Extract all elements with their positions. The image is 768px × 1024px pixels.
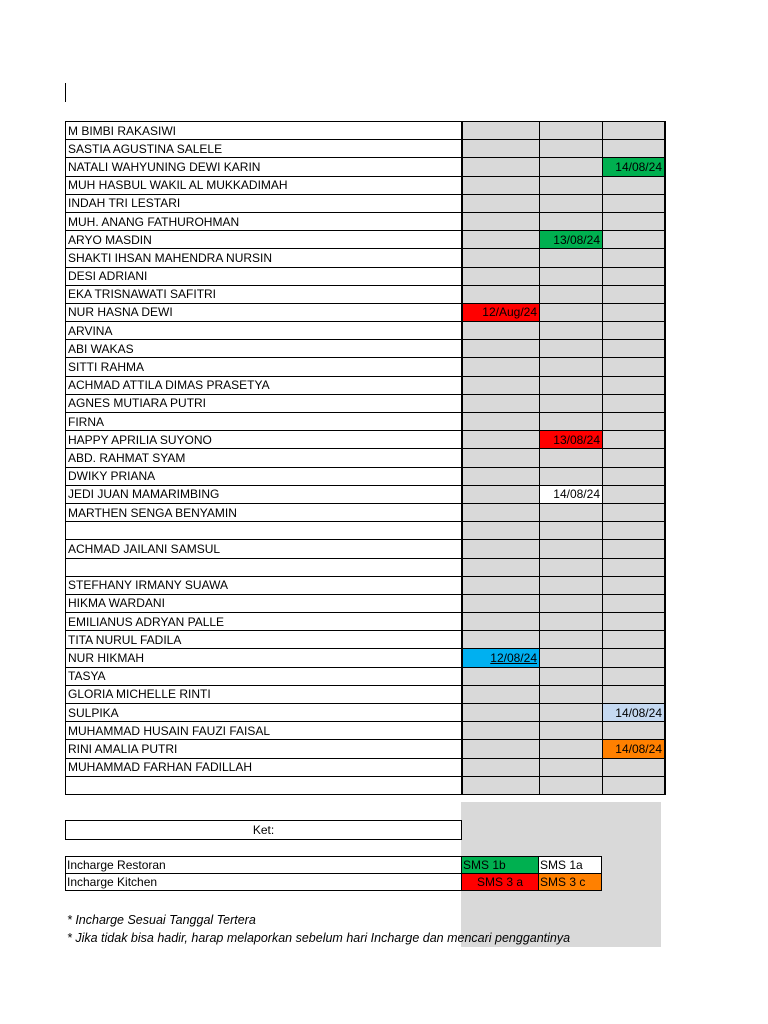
member-name: JEDI JUAN MAMARIMBING [66,485,463,503]
incharge-date-cell [540,776,603,794]
incharge-date-cell [462,340,540,358]
incharge-date-cell [540,394,603,412]
incharge-date-cell [462,776,540,794]
member-name: SITTI RAHMA [66,358,463,376]
incharge-date-cell: 12/08/24 [462,649,540,667]
incharge-date-cell [462,522,540,540]
incharge-date-cell [540,503,603,521]
incharge-date-cell [462,376,540,394]
incharge-date-cell: 13/08/24 [540,431,603,449]
incharge-date-cell [540,449,603,467]
roster-row [66,576,666,594]
incharge-date-cell [540,540,603,558]
incharge-date-cell [462,212,540,230]
roster-row [66,558,666,576]
incharge-date-cell [462,613,540,631]
incharge-date-cell [462,449,540,467]
incharge-date-cell [540,340,603,358]
incharge-date-cell [540,467,603,485]
legend-shift-white: SMS 1a [539,857,602,874]
roster-row [66,285,666,303]
incharge-date-cell [603,722,666,740]
legend-table [65,856,602,891]
incharge-date-cell [540,358,603,376]
roster-row [66,667,666,685]
roster-row [66,649,666,667]
incharge-date-cell [462,594,540,612]
member-name: EMILIANUS ADRYAN PALLE [66,613,463,631]
roster-row [66,776,666,794]
roster-row [66,176,666,194]
incharge-date-cell [462,285,540,303]
roster-row [66,303,666,321]
incharge-date-cell: 14/08/24 [540,485,603,503]
incharge-date-cell [540,212,603,230]
incharge-date-cell [540,267,603,285]
member-name: HAPPY APRILIA SUYONO [66,431,463,449]
incharge-date-cell [462,467,540,485]
member-name: ABI WAKAS [66,340,463,358]
member-name: NUR HIKMAH [66,649,463,667]
incharge-date-cell [603,140,666,158]
incharge-date-cell [603,522,666,540]
member-name: M BIMBI RAKASIWI [66,122,463,140]
incharge-date-cell [462,140,540,158]
member-name: SASTIA AGUSTINA SALELE [66,140,463,158]
incharge-date-cell [603,176,666,194]
roster-row [66,594,666,612]
incharge-date-cell [603,303,666,321]
member-name: DESI ADRIANI [66,267,463,285]
incharge-date-cell [540,758,603,776]
incharge-date-cell: 12/Aug/24 [462,303,540,321]
incharge-date-cell [462,667,540,685]
roster-row [66,540,666,558]
incharge-date-cell [603,558,666,576]
incharge-date-cell [540,649,603,667]
incharge-date-cell [603,394,666,412]
incharge-date-cell [540,631,603,649]
incharge-date-cell [462,685,540,703]
member-name: SULPIKA [66,704,463,722]
incharge-date-cell [462,176,540,194]
roster-row [66,740,666,758]
incharge-date-cell [540,285,603,303]
roster-row [66,231,666,249]
member-name: MUHAMMAD HUSAIN FAUZI FAISAL [66,722,463,740]
incharge-date-cell [603,285,666,303]
incharge-date-cell [540,613,603,631]
member-name: FIRNA [66,413,463,431]
roster-row [66,485,666,503]
roster-row [66,194,666,212]
incharge-date-cell [462,122,540,140]
incharge-date-cell: 14/08/24 [603,158,666,176]
roster-row [66,722,666,740]
incharge-date-cell [603,685,666,703]
incharge-date-cell [603,267,666,285]
member-name: STEFHANY IRMANY SUAWA [66,576,463,594]
roster-row [66,467,666,485]
incharge-date-cell [540,140,603,158]
roster-row [66,249,666,267]
incharge-date-cell [540,303,603,321]
incharge-date-cell [462,558,540,576]
incharge-date-cell [462,485,540,503]
legend-shift-orange: SMS 3 c [539,874,602,891]
incharge-date-cell [540,667,603,685]
member-name: ARYO MASDIN [66,231,463,249]
incharge-date-cell [462,249,540,267]
member-name: AGNES MUTIARA PUTRI [66,394,463,412]
roster-row [66,340,666,358]
incharge-date-cell [603,358,666,376]
incharge-date-cell [462,540,540,558]
incharge-date-cell [540,376,603,394]
roster-row [66,158,666,176]
member-name: ACHMAD JAILANI SAMSUL [66,540,463,558]
incharge-date-cell [540,558,603,576]
incharge-date-cell [603,122,666,140]
incharge-date-cell [603,413,666,431]
member-name: NATALI WAHYUNING DEWI KARIN [66,158,463,176]
incharge-date-cell [603,231,666,249]
legend-row-kitchen [66,874,602,891]
incharge-date-cell [462,576,540,594]
incharge-date-cell [540,249,603,267]
incharge-date-cell [462,704,540,722]
incharge-date-cell [603,194,666,212]
member-name: MARTHEN SENGA BENYAMIN [66,503,463,521]
incharge-date-cell [462,158,540,176]
roster-row [66,685,666,703]
incharge-date-cell [540,176,603,194]
incharge-date-cell [540,194,603,212]
incharge-date-cell [540,322,603,340]
incharge-date-cell [603,649,666,667]
roster-row [66,322,666,340]
incharge-date-cell [462,231,540,249]
member-name: NUR HASNA DEWI [66,303,463,321]
incharge-date-cell [603,431,666,449]
member-name: ACHMAD ATTILA DIMAS PRASETYA [66,376,463,394]
notes [67,911,570,947]
member-name: HIKMA WARDANI [66,594,463,612]
member-name: ARVINA [66,322,463,340]
incharge-date-cell [603,667,666,685]
incharge-date-cell [540,158,603,176]
roster-row [66,140,666,158]
incharge-date-cell [603,613,666,631]
incharge-date-cell [540,594,603,612]
note-line: * Jika tidak bisa hadir, harap melaporkan sebelum hari Incharge dan mencari penggantinya [67,931,571,945]
member-name [66,522,463,540]
incharge-date-cell: 14/08/24 [603,740,666,758]
member-name: MUHAMMAD FARHAN FADILLAH [66,758,463,776]
incharge-date-cell [540,576,603,594]
roster-row [66,522,666,540]
incharge-date-cell [603,594,666,612]
member-name: MUH. ANANG FATHUROHMAN [66,212,463,230]
incharge-date-cell [540,704,603,722]
roster-row [66,613,666,631]
incharge-date-cell: 13/08/24 [540,231,603,249]
incharge-date-cell [462,631,540,649]
member-name: GLORIA MICHELLE RINTI [66,685,463,703]
incharge-date-cell [540,122,603,140]
incharge-date-cell [462,503,540,521]
member-name: EKA TRISNAWATI SAFITRI [66,285,463,303]
member-name: RINI AMALIA PUTRI [66,740,463,758]
ket-label: Ket: [65,820,462,840]
incharge-date-cell [603,212,666,230]
incharge-date-cell [603,576,666,594]
roster-row [66,376,666,394]
incharge-date-cell [540,413,603,431]
roster-row [66,358,666,376]
member-name [66,776,463,794]
incharge-date-cell [540,685,603,703]
incharge-date-cell [540,522,603,540]
incharge-date-cell [462,431,540,449]
roster-row [66,758,666,776]
text-cursor [65,83,66,102]
incharge-roster-table [65,121,666,795]
roster-row [66,631,666,649]
incharge-date-cell [603,340,666,358]
roster-row [66,394,666,412]
legend-label: Incharge Kitchen [66,874,462,891]
roster-row [66,267,666,285]
legend-label: Incharge Restoran [66,857,462,874]
incharge-date-cell [603,376,666,394]
member-name: ABD. RAHMAT SYAM [66,449,463,467]
incharge-date-cell [603,449,666,467]
incharge-date-cell [603,503,666,521]
roster-row [66,503,666,521]
incharge-date-cell [462,267,540,285]
roster-row [66,413,666,431]
roster-row [66,704,666,722]
member-name: MUH HASBUL WAKIL AL MUKKADIMAH [66,176,463,194]
incharge-date-cell [462,413,540,431]
member-name: TASYA [66,667,463,685]
incharge-date-cell [540,722,603,740]
incharge-date-cell [462,358,540,376]
member-name: INDAH TRI LESTARI [66,194,463,212]
incharge-date-cell [603,467,666,485]
incharge-date-cell [603,758,666,776]
incharge-date-cell [603,776,666,794]
incharge-date-cell [462,194,540,212]
legend-shift-red: SMS 3 a [462,874,539,891]
incharge-date-cell: 14/08/24 [603,704,666,722]
incharge-date-cell [462,758,540,776]
roster-row [66,449,666,467]
incharge-date-cell [603,631,666,649]
incharge-date-cell [462,394,540,412]
incharge-date-cell [462,740,540,758]
member-name [66,558,463,576]
incharge-date-cell [603,249,666,267]
incharge-date-cell [603,322,666,340]
member-name: TITA NURUL FADILA [66,631,463,649]
legend-shift-green: SMS 1b [462,857,539,874]
member-name: SHAKTI IHSAN MAHENDRA NURSIN [66,249,463,267]
incharge-date-cell [462,722,540,740]
incharge-date-cell [603,485,666,503]
roster-row [66,431,666,449]
incharge-date-cell [603,540,666,558]
note-line: * Incharge Sesuai Tanggal Tertera [67,913,256,927]
incharge-date-cell [540,740,603,758]
member-name: DWIKY PRIANA [66,467,463,485]
legend-row-restoran [66,857,602,874]
roster-row [66,212,666,230]
incharge-date-cell [462,322,540,340]
roster-row [66,122,666,140]
